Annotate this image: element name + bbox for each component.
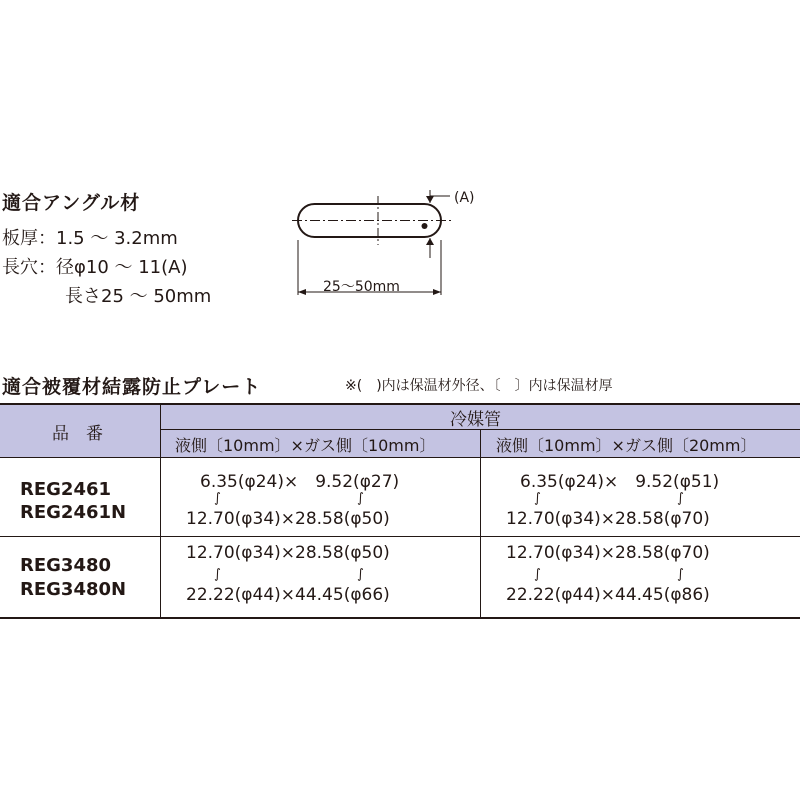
header-col2: 液側〔10mm〕×ガス側〔20mm〕 <box>496 436 757 455</box>
row1-col2-top: 6.35(φ24)× 9.52(φ51) <box>520 472 720 492</box>
angle-slot-diameter-spec: 長穴：径φ10 ～ 11(A) <box>2 257 188 278</box>
slot-center-dot <box>422 223 428 229</box>
header-col1: 液側〔10mm〕×ガス側〔10mm〕 <box>175 436 436 455</box>
row2-code2: REG3480N <box>20 579 127 600</box>
row2-col1-wave-b: ∫ <box>357 567 364 582</box>
plate-note: ※( )内は保温材外径、〔 〕内は保温材厚 <box>345 378 613 394</box>
row1-col1-top: 6.35(φ24)× 9.52(φ27) <box>200 472 400 492</box>
row1-col1-bottom: 12.70(φ34)×28.58(φ50) <box>186 509 390 529</box>
plate-section-title: 適合被覆材結露防止プレート <box>2 376 262 398</box>
row2-col1-top: 12.70(φ34)×28.58(φ50) <box>186 543 390 563</box>
row1-col2-wave-a: ∫ <box>534 491 541 506</box>
row1-col2-bottom: 12.70(φ34)×28.58(φ70) <box>506 509 710 529</box>
row1-col1-wave-b: ∫ <box>357 491 364 506</box>
row1-col2-wave-b: ∫ <box>677 491 684 506</box>
row1-code1: REG2461 <box>20 479 112 500</box>
slot-dimension-a-label: (A) <box>454 190 475 206</box>
row2-code1: REG3480 <box>20 555 112 576</box>
row2-col1-bottom: 22.22(φ44)×44.45(φ66) <box>186 585 390 605</box>
row2-col2-wave-a: ∫ <box>534 567 541 582</box>
angle-section-title: 適合アングル材 <box>2 192 141 214</box>
row2-col2-top: 12.70(φ34)×28.58(φ70) <box>506 543 710 563</box>
row2-col2-bottom: 22.22(φ44)×44.45(φ86) <box>506 585 710 605</box>
row2-col1-wave-a: ∫ <box>214 567 221 582</box>
angle-thickness-spec: 板厚：1.5 ～ 3.2mm <box>2 228 178 249</box>
row1-col1-wave-a: ∫ <box>214 491 221 506</box>
angle-slot-length-spec: 長さ25 ～ 50mm <box>65 286 212 307</box>
row2-col2-wave-b: ∫ <box>677 567 684 582</box>
plate-table <box>0 403 800 618</box>
row1-code2: REG2461N <box>20 502 127 523</box>
header-pipe: 冷媒管 <box>450 410 501 430</box>
header-product: 品 番 <box>52 424 103 444</box>
slot-length-label: 25～50mm <box>323 279 400 295</box>
